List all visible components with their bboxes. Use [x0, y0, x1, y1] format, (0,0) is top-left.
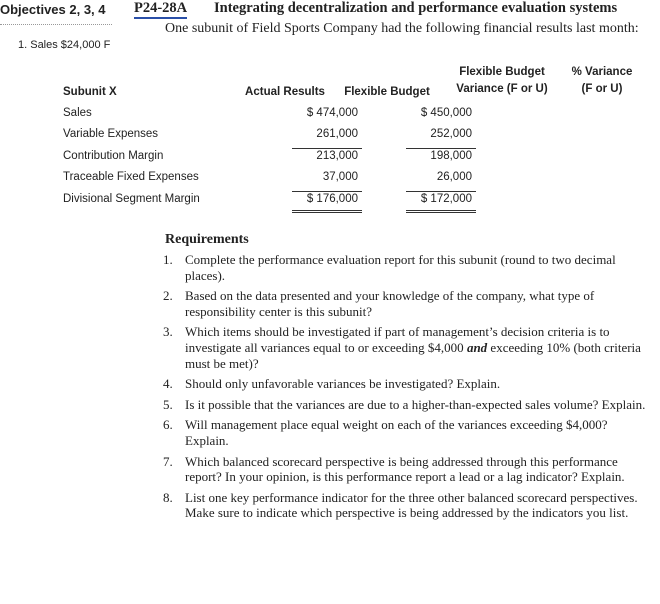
problem-number: P24-28A — [134, 0, 187, 19]
requirement-item — [163, 376, 653, 392]
table-row — [60, 125, 650, 146]
requirement-item — [163, 417, 653, 448]
requirement-text: Which balanced scorecard perspective is being addressed through this performance report? In your opinion, is this performance report a lead or a lag indicator? Explain. — [185, 453, 625, 485]
requirement-text: Will management place equal weight on each of the variances exceeding $4,000? Explain. — [185, 417, 608, 448]
total-double-rule — [292, 212, 362, 213]
requirement-number: 5. — [163, 396, 173, 412]
requirement-item — [163, 288, 653, 319]
requirement-text: Complete the performance evaluation report for this subunit (round to two decimal places). — [185, 252, 616, 283]
requirement-item — [163, 490, 653, 521]
requirement-number: 1. — [163, 252, 173, 267]
table-row — [60, 104, 650, 125]
row-label: Traceable Fixed Expenses — [63, 171, 199, 183]
requirements-heading: Requirements — [165, 232, 249, 247]
flexible-value: $ 172,000 — [420, 193, 472, 205]
problem-title: Integrating decentralization and performance evaluation systems — [214, 0, 618, 16]
flexible-value: 252,000 — [430, 128, 472, 140]
requirement-number: 3. — [163, 324, 173, 340]
requirement-item — [163, 397, 653, 413]
row-label: Variable Expenses — [63, 128, 159, 140]
flexible-value: $ 450,000 — [420, 107, 472, 119]
row-label: Sales — [63, 107, 92, 119]
table-row — [60, 147, 650, 168]
total-double-rule — [292, 210, 362, 211]
requirement-text-part: Which items should be investigated if part of management’s decision criteria is to investigate all variances equal to or exceeding $4,000 — [185, 324, 610, 355]
actual-value: 37,000 — [322, 171, 358, 183]
problem-intro: One subunit of Field Sports Company had the following financial results last month: — [165, 21, 639, 36]
requirement-number: 6. — [163, 417, 173, 433]
header-flexible-budget: Flexible Budget — [344, 86, 430, 98]
requirement-number: 4. — [163, 376, 173, 392]
requirement-text: Should only unfavorable variances be investigated? Explain. — [185, 376, 501, 392]
header-fb-variance-line2: Variance (F or U) — [456, 83, 548, 95]
actual-value: 213,000 — [316, 150, 358, 162]
requirement-number: 7. — [163, 453, 173, 469]
table-row — [60, 168, 650, 189]
total-double-rule — [406, 212, 476, 213]
row-label: Contribution Margin — [63, 150, 164, 162]
requirement-item — [163, 324, 653, 371]
requirement-text: Based on the data presented and your knowledge of the company, what type of responsibility center is this subunit? — [185, 288, 595, 319]
requirement-item — [163, 252, 653, 283]
requirement-text: Is it possible that the variances are due to a higher-than-expected sales volume? Explain. — [185, 396, 646, 412]
requirement-text: List one key performance indicator for the three other balanced scorecard perspectives. Make sure to indicate which perspective is being addressed by the indicators you list. — [185, 489, 638, 521]
header-pct-variance-line2: (F or U) — [581, 83, 623, 95]
row-label: Divisional Segment Margin — [63, 193, 200, 205]
header-fb-variance-line1: Flexible Budget — [459, 66, 545, 78]
actual-value: $ 474,000 — [306, 107, 358, 119]
requirement-emphasis: and — [466, 339, 488, 355]
requirements-list — [163, 252, 653, 526]
requirement-text — [185, 324, 641, 370]
header-subunit: Subunit X — [63, 86, 117, 98]
flexible-value: 26,000 — [436, 171, 472, 183]
requirement-number: 8. — [163, 489, 173, 505]
actual-value: $ 176,000 — [306, 193, 358, 205]
requirement-item — [163, 454, 653, 485]
header-actual-results: Actual Results — [245, 86, 325, 98]
requirement-number: 2. — [163, 288, 173, 304]
flexible-value: 198,000 — [430, 150, 472, 162]
header-pct-variance-line1: % Variance — [571, 66, 633, 78]
table-row — [60, 190, 650, 211]
total-double-rule — [406, 210, 476, 211]
objectives-divider — [0, 24, 112, 25]
requirement-text-part: exceeding 10% (both criteria must be met)? — [185, 339, 641, 371]
check-figure-note: 1. Sales $24,000 F — [18, 39, 111, 51]
learning-objectives-label: Objectives 2, 3, 4 — [0, 2, 106, 17]
actual-value: 261,000 — [316, 128, 358, 140]
